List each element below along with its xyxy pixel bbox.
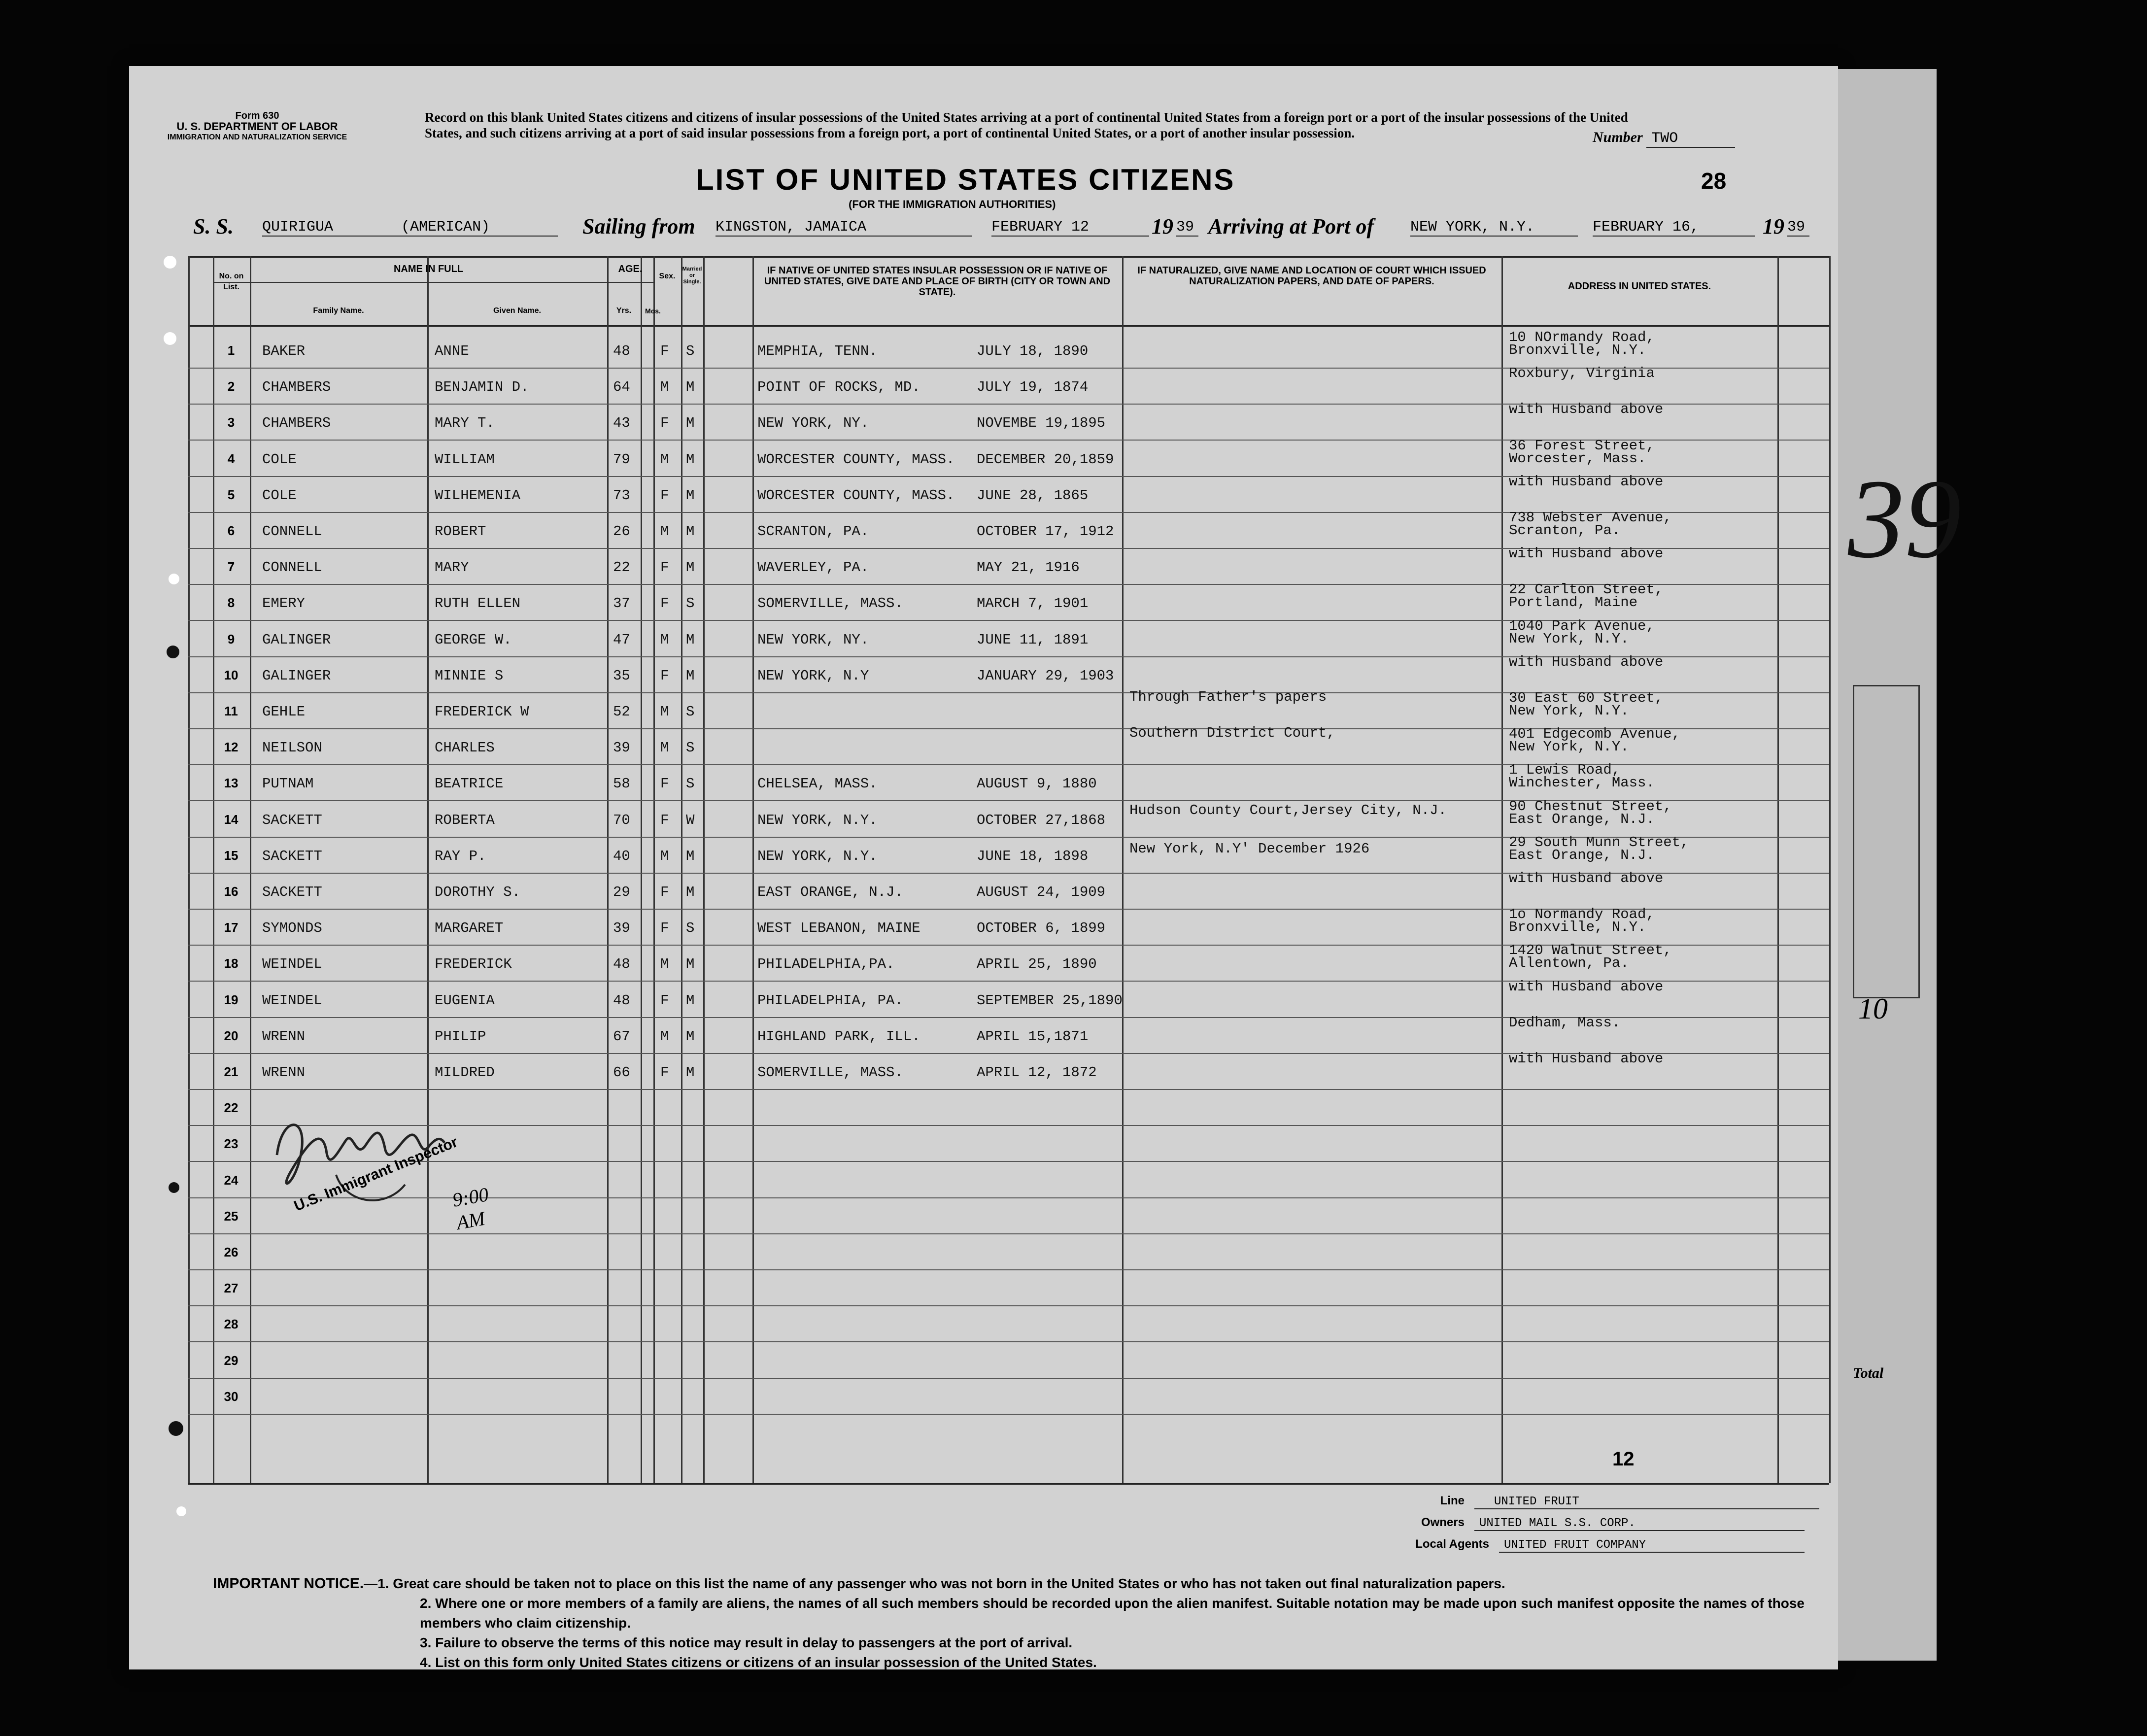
voyage-line	[193, 214, 1819, 243]
birth-date: SEPTEMBER 25,1890	[977, 992, 1123, 1009]
birth-date: MAY 21, 1916	[977, 559, 1080, 576]
birth-place: SOMERVILLE, MASS.	[757, 595, 903, 612]
age-years: 40	[613, 848, 630, 864]
age-years: 48	[613, 343, 630, 359]
sex: F	[660, 415, 669, 432]
birth-place: NEW YORK, N.Y.	[757, 848, 878, 864]
family-name: GALINGER	[262, 631, 331, 648]
family-name: EMERY	[262, 595, 306, 612]
sex: F	[660, 343, 669, 359]
given-name: BEATRICE	[435, 776, 504, 792]
row-rule	[188, 1414, 1829, 1415]
marital-status: S	[686, 343, 695, 359]
family-name: COLE	[262, 487, 297, 504]
line-value: UNITED FRUIT	[1474, 1495, 1819, 1509]
given-name: MARGARET	[435, 920, 504, 937]
important-notice: IMPORTANT NOTICE.—1. Great care should be taken not to place on this list the name of any passenger who was not born in the United States or who has not taken out final naturalization papers. 2. Where one or more members of a family are aliens, the names of all such members should be recorded upon the alien manifest. Suitable notation may be made upon such manifest opposite the names of those members who claim citizenship. 3. Failure to observe the terms of this notice may result in delay to passengers at the port of arrival. 4. List on this form only United States citizens or citizens of an insular possession of the United States.	[213, 1575, 1805, 1670]
birth-place: PHILADELPHIA,PA.	[757, 956, 895, 973]
birth-date: APRIL 15,1871	[977, 1028, 1089, 1045]
sailing-date: FEBRUARY 12	[991, 219, 1149, 237]
owners-value: UNITED MAIL S.S. CORP.	[1474, 1517, 1805, 1531]
address-line-1: with Husband above	[1509, 870, 1664, 886]
family-name: COLE	[262, 451, 297, 468]
row-number: 6	[227, 523, 235, 538]
notice-label: IMPORTANT NOTICE.	[213, 1575, 364, 1592]
sex: M	[660, 704, 669, 720]
given-name: RAY P.	[435, 848, 486, 864]
row-number: 15	[224, 848, 239, 863]
sex: F	[660, 667, 669, 684]
age-years: 70	[613, 812, 630, 828]
marital-status: M	[686, 884, 695, 900]
sex: F	[660, 559, 669, 576]
family-name: SYMONDS	[262, 920, 322, 937]
row-number: 2	[227, 379, 235, 394]
ship-name	[262, 219, 558, 237]
family-name: WRENN	[262, 1028, 306, 1045]
col-header-age: AGE.	[618, 264, 643, 274]
birth-date: JUNE 18, 1898	[977, 848, 1089, 864]
address-line-2: East Orange, N.J.	[1509, 847, 1655, 863]
family-name: SACKETT	[262, 812, 322, 828]
age-years: 29	[613, 884, 630, 900]
marital-status: M	[686, 487, 695, 504]
address-line-1: 1 Lewis Road,	[1509, 762, 1621, 779]
birth-date: DECEMBER 20,1859	[977, 451, 1114, 468]
family-name: GEHLE	[262, 704, 306, 720]
binder-hole	[169, 1421, 183, 1436]
sex: F	[660, 812, 669, 828]
col-header-given: Given Name.	[493, 306, 541, 315]
address-line-1: 29 South Munn Street,	[1509, 834, 1689, 851]
age-years: 67	[613, 1028, 630, 1045]
sailing-label: Sailing from	[582, 214, 695, 238]
row-number: 18	[224, 956, 239, 971]
address-line-1: 10 NOrmandy Road,	[1509, 329, 1655, 345]
marital-status: S	[686, 704, 695, 720]
given-name: PHILIP	[435, 1028, 486, 1045]
address-line-1: with Husband above	[1509, 978, 1664, 995]
sex: F	[660, 595, 669, 612]
address-line-1: 22 Carlton Street,	[1509, 581, 1664, 598]
binder-hole	[169, 1182, 179, 1193]
sex: M	[660, 379, 669, 396]
age-years: 35	[613, 667, 630, 684]
birth-date: JUNE 28, 1865	[977, 487, 1089, 504]
family-name: NEILSON	[262, 740, 322, 756]
age-years: 22	[613, 559, 630, 576]
birth-place: EAST ORANGE, N.J.	[757, 884, 903, 900]
notice-item-3: Failure to observe the terms of this notice may result in delay to passengers at the port of arrival.	[435, 1635, 1073, 1650]
family-name: BAKER	[262, 343, 306, 359]
age-years: 73	[613, 487, 630, 504]
sex: F	[660, 776, 669, 792]
family-name: CHAMBERS	[262, 379, 331, 396]
address-line-2: Portland, Maine	[1509, 594, 1638, 611]
row-number: 9	[227, 631, 235, 647]
address-line-2: Bronxville, N.Y.	[1509, 342, 1646, 358]
binder-hole	[167, 646, 179, 658]
family-name: PUTNAM	[262, 776, 314, 792]
age-years: 66	[613, 1064, 630, 1081]
birth-date: OCTOBER 27,1868	[977, 812, 1106, 828]
col-header-no: No. on List.	[219, 272, 244, 291]
inspector-stamp	[262, 1096, 499, 1263]
address-line-1: with Husband above	[1509, 545, 1664, 562]
row-number: 11	[224, 704, 238, 718]
address-line-1: 90 Chestnut Street,	[1509, 798, 1672, 815]
row-number: 8	[227, 595, 235, 611]
binder-hole	[164, 332, 176, 345]
family-name: CONNELL	[262, 523, 322, 540]
family-name: GALINGER	[262, 667, 331, 684]
birth-place: CHELSEA, MASS.	[757, 776, 878, 792]
row-number: 10	[224, 667, 239, 682]
age-years: 37	[613, 595, 630, 612]
naturalization-line-date: New York, N.Y' December 1926	[1129, 841, 1370, 857]
birth-place: WAVERLEY, PA.	[757, 559, 869, 576]
given-name: RUTH ELLEN	[435, 595, 521, 612]
marital-status: M	[686, 523, 695, 540]
marital-status: M	[686, 451, 695, 468]
arriving-date: FEBRUARY 16,	[1593, 219, 1755, 237]
family-name: WEINDEL	[262, 992, 322, 1009]
number-label: Number	[1593, 129, 1643, 145]
given-name: GEORGE W.	[435, 631, 512, 648]
row-rule	[188, 1341, 1829, 1342]
birth-date: APRIL 25, 1890	[977, 956, 1097, 973]
row-number: 7	[227, 559, 235, 575]
given-name: CHARLES	[435, 740, 495, 756]
address-line-1: with Husband above	[1509, 653, 1664, 670]
family-name: SACKETT	[262, 884, 322, 900]
owners-label: Owners	[1421, 1516, 1465, 1529]
address-line-1: 36 Forest Street,	[1509, 437, 1655, 454]
sex: M	[660, 740, 669, 756]
sailing-from: KINGSTON, JAMAICA	[716, 219, 972, 237]
underlying-total-label: Total	[1853, 1365, 1884, 1381]
birth-date: JULY 19, 1874	[977, 379, 1089, 396]
family-name: SACKETT	[262, 848, 322, 864]
family-name: CHAMBERS	[262, 415, 331, 432]
birth-date: AUGUST 24, 1909	[977, 884, 1106, 900]
birth-date: OCTOBER 6, 1899	[977, 920, 1106, 937]
row-number: 20	[224, 1028, 239, 1043]
sex: M	[660, 1028, 669, 1045]
address-line-2: Bronxville, N.Y.	[1509, 919, 1646, 936]
marital-status: W	[686, 812, 695, 828]
form-number: Form 630	[235, 110, 279, 121]
birth-place: WEST LEBANON, MAINE	[757, 920, 920, 937]
row-number: 24	[224, 1172, 239, 1188]
page-title: LIST OF UNITED STATES CITIZENS	[696, 163, 1235, 196]
row-number: 16	[224, 884, 239, 899]
given-name: DOROTHY S.	[435, 884, 521, 900]
arriving-year-prefix: 19	[1763, 214, 1784, 238]
row-number: 30	[224, 1389, 239, 1404]
ship-name-text: QUIRIGUA	[262, 219, 334, 236]
line-label: Line	[1440, 1494, 1465, 1507]
birth-place: MEMPHIA, TENN.	[757, 343, 878, 359]
agents-label: Local Agents	[1415, 1537, 1489, 1551]
row-number: 4	[227, 451, 235, 466]
address-line-1: 401 Edgecomb Avenue,	[1509, 726, 1681, 743]
birth-place: NEW YORK, N.Y	[757, 667, 869, 684]
row-number: 3	[227, 415, 235, 430]
age-years: 48	[613, 956, 630, 973]
sex: F	[660, 920, 669, 937]
number-value: TWO	[1646, 130, 1735, 148]
service-name: IMMIGRATION AND NATURALIZATION SERVICE	[167, 133, 347, 141]
row-rule	[188, 1089, 1829, 1090]
notice-item-2: Where one or more members of a family are aliens, the names of all such members should be recorded upon the alien manifest. Suitable notation may be made upon such manifest opposite the names of those members who claim citizenship.	[420, 1596, 1805, 1631]
family-name: WEINDEL	[262, 956, 322, 973]
birth-place: NEW YORK, NY.	[757, 631, 869, 648]
binder-hole	[164, 256, 176, 269]
sex: F	[660, 1064, 669, 1081]
address-line-1: with Husband above	[1509, 473, 1664, 490]
birth-date: NOVEMBE 19,1895	[977, 415, 1106, 432]
given-name: MARY T.	[435, 415, 495, 432]
department-name: U. S. DEPARTMENT OF LABOR	[176, 120, 338, 133]
marital-status: M	[686, 992, 695, 1009]
birth-place: NEW YORK, NY.	[757, 415, 869, 432]
col-header-naturalized: IF NATURALIZED, GIVE NAME AND LOCATION OF COURT WHICH ISSUED NATURALIZATION PAPERS, AND DATE OF PAPERS.	[1137, 265, 1486, 287]
ss-label: S. S.	[193, 214, 234, 238]
birth-date: JULY 18, 1890	[977, 343, 1089, 359]
arriving-label: Arriving at Port of	[1208, 214, 1374, 238]
col-header-birth: IF NATIVE OF UNITED STATES INSULAR POSSESSION OR IF NATIVE OF UNITED STATES, GIVE DATE AND PLACE OF BIRTH (CITY OR TOWN AND STATE).	[764, 265, 1111, 298]
underlying-big-number: 39	[1848, 456, 1961, 581]
birth-date: OCTOBER 17, 1912	[977, 523, 1114, 540]
birth-place: HIGHLAND PARK, ILL.	[757, 1028, 920, 1045]
given-name: MILDRED	[435, 1064, 495, 1081]
address-line-2: New York, N.Y.	[1509, 739, 1629, 755]
underlying-tally: 10	[1858, 992, 1888, 1025]
given-name: WILHEMENIA	[435, 487, 521, 504]
naturalization-info: Through Father's papers	[1129, 689, 1327, 705]
address-line-2: Allentown, Pa.	[1509, 955, 1629, 972]
underlying-box	[1853, 685, 1920, 1025]
sex: M	[660, 451, 669, 468]
sex: M	[660, 631, 669, 648]
birth-place: PHILADELPHIA, PA.	[757, 992, 903, 1009]
address-line-1: 1420 Walnut Street,	[1509, 942, 1672, 959]
age-years: 47	[613, 631, 630, 648]
row-number: 25	[224, 1208, 239, 1224]
marital-status: S	[686, 595, 695, 612]
address-line-1: Dedham, Mass.	[1509, 1014, 1621, 1031]
row-number: 19	[224, 992, 239, 1007]
birth-date: AUGUST 9, 1880	[977, 776, 1097, 792]
row-number: 23	[224, 1136, 239, 1152]
sex: M	[660, 848, 669, 864]
row-number: 1	[227, 343, 235, 358]
address-line-1: 1040 Park Avenue,	[1509, 617, 1655, 634]
given-name: EUGENIA	[435, 992, 495, 1009]
sex: F	[660, 884, 669, 900]
age-years: 43	[613, 415, 630, 432]
marital-status: S	[686, 920, 695, 937]
age-years: 79	[613, 451, 630, 468]
birth-place: WORCESTER COUNTY, MASS.	[757, 487, 955, 504]
age-years: 64	[613, 379, 630, 396]
row-number: 22	[224, 1100, 239, 1116]
binder-hole	[176, 1506, 186, 1516]
marital-status: M	[686, 1028, 695, 1045]
notice-item-4: List on this form only United States citizens or citizens of an insular possession of the United States.	[435, 1655, 1097, 1670]
birth-date: JANUARY 29, 1903	[977, 667, 1114, 684]
passenger-table	[188, 256, 1829, 1483]
marital-status: S	[686, 740, 695, 756]
given-name: MINNIE S	[435, 667, 504, 684]
address-line-2: Worcester, Mass.	[1509, 450, 1646, 467]
form-header	[159, 110, 356, 143]
birth-place: SOMERVILLE, MASS.	[757, 1064, 903, 1081]
address-line-1: 30 East 60 Street,	[1509, 690, 1664, 706]
ship-flag: (AMERICAN)	[401, 219, 490, 236]
arriving-port: NEW YORK, N.Y.	[1410, 219, 1578, 237]
given-name: WILLIAM	[435, 451, 495, 468]
col-header-address: ADDRESS IN UNITED STATES.	[1568, 281, 1711, 292]
address-line-2: Scranton, Pa.	[1509, 522, 1621, 539]
address-line-1: 1o Normandy Road,	[1509, 906, 1655, 923]
sailing-year: 39	[1176, 219, 1198, 237]
family-name: WRENN	[262, 1064, 306, 1081]
row-number: 17	[224, 920, 239, 935]
row-rule	[188, 1305, 1829, 1306]
address-line-1: Roxbury, Virginia	[1509, 365, 1655, 382]
col-header-married: Married or Single.	[682, 266, 702, 285]
naturalization-info: Southern District Court,	[1129, 725, 1335, 742]
sex: M	[660, 523, 669, 540]
birth-place: SCRANTON, PA.	[757, 523, 869, 540]
agents-value: UNITED FRUIT COMPANY	[1499, 1538, 1805, 1553]
number-field	[1593, 129, 1735, 148]
notice-item-1: Great care should be taken not to place on this list the name of any passenger who was not born in the United States or who has not taken out final naturalization papers.	[393, 1576, 1505, 1591]
marital-status: M	[686, 1064, 695, 1081]
marital-status: M	[686, 956, 695, 973]
manifest-page	[129, 66, 1838, 1669]
underlying-sheet	[1838, 69, 1961, 1661]
row-number: 28	[224, 1317, 239, 1332]
age-years: 26	[613, 523, 630, 540]
birth-place: NEW YORK, N.Y.	[757, 812, 878, 828]
row-number: 29	[224, 1353, 239, 1368]
row-number: 12	[224, 740, 239, 755]
row-rule	[188, 1378, 1829, 1379]
col-header-mos: Mos.	[645, 307, 661, 315]
inspector-title: U.S. Immigrant Inspector	[292, 1133, 460, 1215]
age-years: 39	[613, 740, 630, 756]
sex: F	[660, 992, 669, 1009]
marital-status: M	[686, 559, 695, 576]
row-number: 14	[224, 812, 239, 827]
birth-date: APRIL 12, 1872	[977, 1064, 1097, 1081]
row-number: 5	[227, 487, 235, 502]
page-count: 12	[1612, 1448, 1635, 1470]
family-name: CONNELL	[262, 559, 322, 576]
age-years: 58	[613, 776, 630, 792]
address-line-1: with Husband above	[1509, 401, 1664, 418]
address-line-2: East Orange, N.J.	[1509, 811, 1655, 827]
page-subtitle: (FOR THE IMMIGRATION AUTHORITIES)	[849, 198, 1056, 210]
age-years: 48	[613, 992, 630, 1009]
birth-place: POINT OF ROCKS, MD.	[757, 379, 920, 396]
marital-status: M	[686, 379, 695, 396]
arriving-year: 39	[1787, 219, 1809, 237]
sex: F	[660, 487, 669, 504]
inspection-time: 9:00 AM	[450, 1183, 490, 1234]
address-line-1: 738 Webster Avenue,	[1509, 510, 1672, 526]
age-years: 39	[613, 920, 630, 937]
col-header-name: NAME IN FULL	[393, 264, 464, 274]
marital-status: M	[686, 631, 695, 648]
given-name: BENJAMIN D.	[435, 379, 529, 396]
row-number: 27	[224, 1281, 239, 1296]
col-header-sex: Sex.	[659, 272, 676, 280]
birth-date: MARCH 7, 1901	[977, 595, 1089, 612]
row-number: 26	[224, 1245, 239, 1259]
given-name: MARY	[435, 559, 469, 576]
address-line-2: Winchester, Mass.	[1509, 775, 1655, 791]
binder-hole	[169, 574, 179, 584]
given-name: ROBERT	[435, 523, 486, 540]
sheet-number: 28	[1701, 168, 1727, 194]
sailing-year-prefix: 19	[1152, 214, 1173, 238]
line-owner-block	[1391, 1494, 1834, 1559]
given-name: FREDERICK W	[435, 704, 529, 720]
marital-status: M	[686, 415, 695, 432]
marital-status: M	[686, 667, 695, 684]
marital-status: M	[686, 848, 695, 864]
row-number: 13	[224, 776, 239, 791]
given-name: FREDERICK	[435, 956, 512, 973]
row-rule	[188, 1269, 1829, 1270]
row-number: 21	[224, 1064, 239, 1079]
age-years: 52	[613, 704, 630, 720]
address-line-2: New York, N.Y.	[1509, 630, 1629, 647]
birth-place: WORCESTER COUNTY, MASS.	[757, 451, 955, 468]
record-instructions: Record on this blank United States citizens and citizens of insular possessions of the United States arriving at a port of continental United States from a foreign port or a port of the insular possessions of the United States, and such citizens arriving at a port of said insular possessions from a foreign port, a port of continental United States, or a port of another insular possession.	[425, 110, 1628, 140]
col-header-family: Family Name.	[313, 306, 364, 315]
birth-date: JUNE 11, 1891	[977, 631, 1089, 648]
sex: M	[660, 956, 669, 973]
address-line-2: New York, N.Y.	[1509, 703, 1629, 719]
given-name: ANNE	[435, 343, 469, 359]
naturalization-line-court: Hudson County Court,Jersey City, N.J.	[1129, 802, 1447, 818]
marital-status: S	[686, 776, 695, 792]
address-line-1: with Husband above	[1509, 1051, 1664, 1067]
given-name: ROBERTA	[435, 812, 495, 828]
col-header-yrs: Yrs.	[616, 306, 632, 315]
